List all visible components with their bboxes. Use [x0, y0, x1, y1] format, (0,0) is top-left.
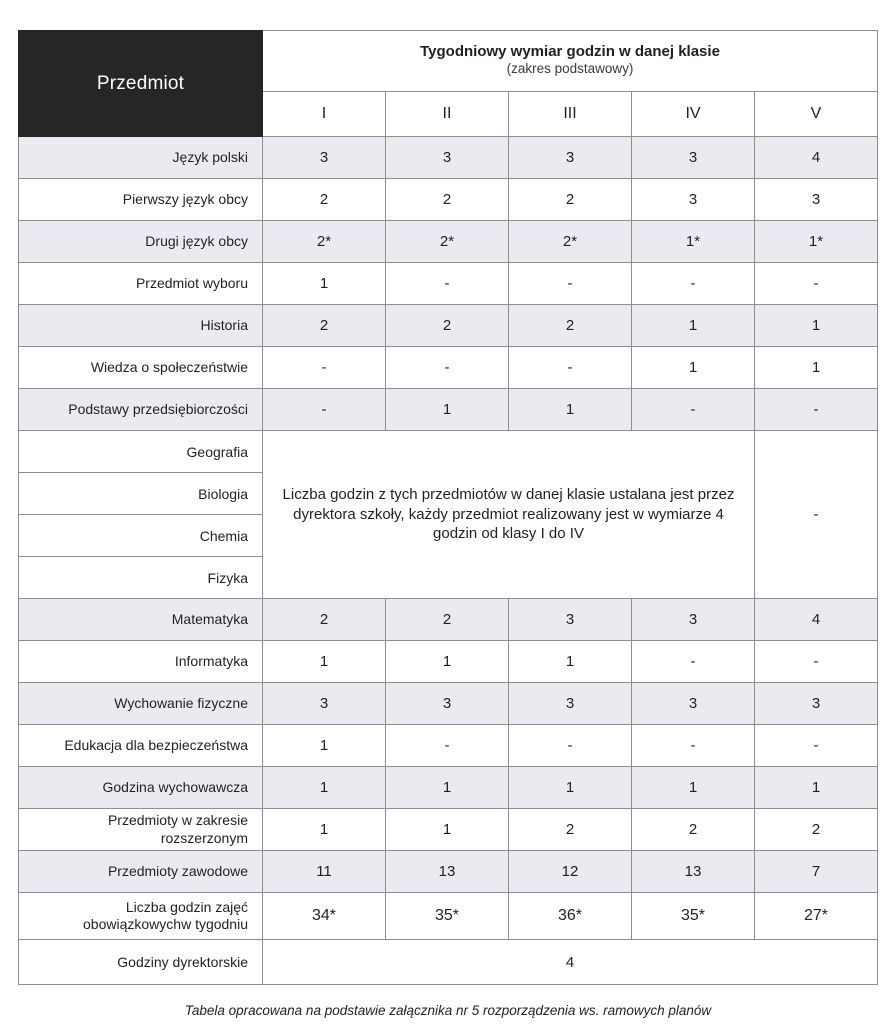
hours-cell: 2 — [386, 599, 509, 641]
hours-cell: 13 — [632, 851, 755, 893]
hours-cell: - — [755, 641, 878, 683]
hours-cell: 3 — [632, 599, 755, 641]
header-grade-5: V — [755, 92, 878, 137]
subject-label: Podstawy przedsiębiorczości — [19, 389, 263, 431]
table-row — [19, 641, 878, 683]
total-hours-cell: 36* — [509, 893, 632, 940]
table-row — [19, 389, 878, 431]
hours-cell: 1 — [632, 347, 755, 389]
hours-cell: 1 — [386, 809, 509, 851]
table-row — [19, 809, 878, 851]
subject-label: Historia — [19, 305, 263, 347]
hours-cell: 1 — [386, 389, 509, 431]
subject-label: Drugi język obcy — [19, 221, 263, 263]
hours-cell: 1* — [632, 221, 755, 263]
curriculum-table — [18, 30, 878, 985]
hours-cell: 2 — [509, 179, 632, 221]
header-grade-3: III — [509, 92, 632, 137]
subject-label: Informatyka — [19, 641, 263, 683]
hours-cell: 1 — [263, 809, 386, 851]
hours-cell: - — [755, 389, 878, 431]
hours-cell: 3 — [386, 137, 509, 179]
total-hours-cell: 27* — [755, 893, 878, 940]
hours-cell: - — [509, 347, 632, 389]
hours-cell: 7 — [755, 851, 878, 893]
hours-cell: - — [509, 263, 632, 305]
subject-label: Fizyka — [19, 557, 263, 599]
hours-cell: 1 — [755, 305, 878, 347]
total-hours-label-line2: obowiązkowychw tygodniu — [83, 916, 248, 932]
subject-label: Edukacja dla bezpieczeństwa — [19, 725, 263, 767]
total-hours-cell: 35* — [386, 893, 509, 940]
hours-cell: 3 — [386, 683, 509, 725]
hours-cell: 1 — [263, 767, 386, 809]
hours-cell: 3 — [263, 137, 386, 179]
hours-cell: 13 — [386, 851, 509, 893]
science-block-row — [19, 431, 878, 473]
table-row — [19, 851, 878, 893]
subject-label: Chemia — [19, 515, 263, 557]
hours-cell: 11 — [263, 851, 386, 893]
hours-cell: 1* — [755, 221, 878, 263]
hours-cell: 3 — [632, 179, 755, 221]
table-row — [19, 683, 878, 725]
hours-cell: 3 — [632, 683, 755, 725]
table-row — [19, 725, 878, 767]
hours-cell: 2 — [755, 809, 878, 851]
subject-label: Geografia — [19, 431, 263, 473]
header-hours-title-main: Tygodniowy wymiar godzin w danej klasie — [420, 42, 720, 60]
hours-cell: 1 — [386, 767, 509, 809]
hours-cell: 2 — [632, 809, 755, 851]
header-subject-cell: Przedmiot — [19, 31, 263, 137]
hours-cell: 4 — [755, 137, 878, 179]
hours-cell: 4 — [755, 599, 878, 641]
hours-cell: 3 — [509, 137, 632, 179]
table-footnote: Tabela opracowana na podstawie załącznika nr 5 rozporządzenia ws. ramowych planów — [184, 1003, 712, 1018]
hours-cell: 1 — [509, 641, 632, 683]
subject-label: Przedmiot wyboru — [19, 263, 263, 305]
hours-cell: 2 — [509, 305, 632, 347]
hours-cell: - — [632, 641, 755, 683]
subject-label: Pierwszy język obcy — [19, 179, 263, 221]
hours-cell: 3 — [509, 599, 632, 641]
subject-label: Przedmioty zawodowe — [19, 851, 263, 893]
hours-cell: 3 — [263, 683, 386, 725]
table-row — [19, 263, 878, 305]
hours-cell: - — [632, 389, 755, 431]
hours-cell: - — [386, 725, 509, 767]
total-hours-row — [19, 893, 878, 940]
hours-cell: 1 — [509, 767, 632, 809]
table-body — [19, 137, 878, 985]
hours-cell: 1 — [755, 767, 878, 809]
director-hours-row — [19, 940, 878, 985]
hours-cell: 3 — [755, 179, 878, 221]
header-hours-title-sub: (zakres podstawowy) — [506, 61, 634, 77]
subject-label: Przedmioty w zakresie rozszerzonym — [19, 809, 263, 851]
subject-label: Biologia — [19, 473, 263, 515]
subject-label: Język polski — [19, 137, 263, 179]
table-row — [19, 179, 878, 221]
hours-cell: 2 — [386, 305, 509, 347]
director-hours-value: 4 — [263, 940, 878, 985]
hours-cell: - — [263, 389, 386, 431]
total-hours-label — [19, 893, 263, 940]
hours-cell: 2 — [386, 179, 509, 221]
header-row-title — [19, 31, 878, 92]
table-row — [19, 347, 878, 389]
hours-cell: 3 — [632, 137, 755, 179]
subject-label: Wiedza o społeczeństwie — [19, 347, 263, 389]
hours-cell: 1 — [263, 725, 386, 767]
table-header — [19, 31, 878, 137]
table-row — [19, 599, 878, 641]
subject-label: Wychowanie fizyczne — [19, 683, 263, 725]
total-hours-label-line1: Liczba godzin zajęć — [125, 898, 248, 915]
science-block-grade-5-value: - — [755, 431, 878, 599]
hours-cell: 2* — [386, 221, 509, 263]
table-row — [19, 221, 878, 263]
hours-cell: 1 — [509, 389, 632, 431]
hours-cell: 1 — [263, 263, 386, 305]
hours-cell: - — [632, 725, 755, 767]
hours-cell: 2 — [263, 305, 386, 347]
hours-cell: 2* — [263, 221, 386, 263]
subject-label: Matematyka — [19, 599, 263, 641]
hours-cell: 2 — [509, 809, 632, 851]
hours-cell: - — [263, 347, 386, 389]
hours-cell: 12 — [509, 851, 632, 893]
hours-cell: 2* — [509, 221, 632, 263]
hours-cell: 1 — [263, 641, 386, 683]
hours-cell: 3 — [755, 683, 878, 725]
table-row — [19, 767, 878, 809]
hours-cell: - — [632, 263, 755, 305]
header-grade-4: IV — [632, 92, 755, 137]
header-grade-1: I — [263, 92, 386, 137]
hours-cell: - — [755, 725, 878, 767]
director-hours-label: Godziny dyrektorskie — [19, 940, 263, 985]
science-block-note: Liczba godzin z tych przedmiotów w danej klasie ustalana jest przez dyrektora szkoły, każdy przedmiot realizowany jest w wymiarze 4 godzin od klasy I do IV — [263, 431, 755, 599]
subject-label: Godzina wychowawcza — [19, 767, 263, 809]
hours-cell: - — [386, 347, 509, 389]
table-row — [19, 305, 878, 347]
hours-cell: 3 — [509, 683, 632, 725]
hours-cell: - — [755, 263, 878, 305]
total-hours-cell: 34* — [263, 893, 386, 940]
hours-cell: 1 — [386, 641, 509, 683]
header-grade-2: II — [386, 92, 509, 137]
hours-cell: 1 — [755, 347, 878, 389]
hours-cell: - — [386, 263, 509, 305]
hours-cell: 2 — [263, 599, 386, 641]
table-row — [19, 137, 878, 179]
hours-cell: - — [509, 725, 632, 767]
hours-cell: 1 — [632, 767, 755, 809]
total-hours-cell: 35* — [632, 893, 755, 940]
hours-cell: 2 — [263, 179, 386, 221]
header-hours-title — [263, 31, 878, 92]
hours-cell: 1 — [632, 305, 755, 347]
